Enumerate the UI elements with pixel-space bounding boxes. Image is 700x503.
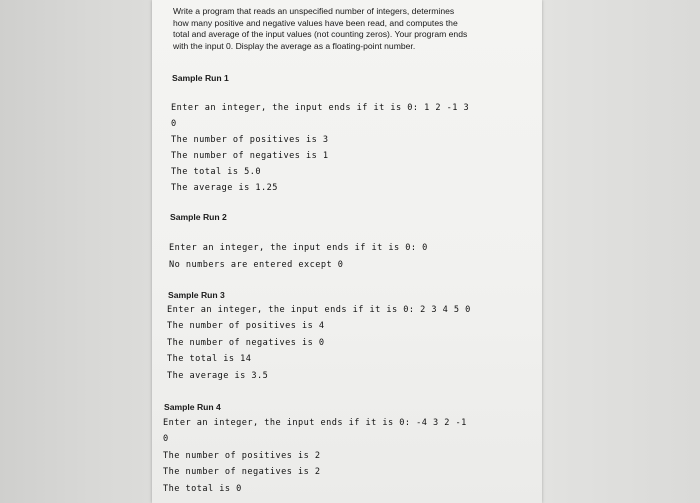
- document-page: [152, 0, 542, 503]
- sample-run-3-line: The total is 14: [167, 354, 252, 364]
- sample-run-1-title: Sample Run 1: [172, 73, 229, 83]
- sample-run-4-line: The number of positives is 2: [163, 451, 321, 461]
- intro-line: how many positive and negative values have been read, and computes the: [173, 17, 458, 28]
- intro-line: total and average of the input values (not counting zeros). Your program ends: [173, 29, 468, 40]
- sample-run-3-line: The number of positives is 4: [167, 321, 325, 331]
- sample-run-1-line: The average is 1.25: [171, 183, 278, 193]
- sample-run-4-title: Sample Run 4: [164, 402, 221, 412]
- background-left: [0, 0, 152, 503]
- sample-run-1-line: The number of positives is 3: [171, 135, 329, 145]
- background-right: [540, 0, 700, 503]
- sample-run-2-line: No numbers are entered except 0: [169, 260, 344, 270]
- intro-line: Write a program that reads an unspecified number of integers, determines: [173, 6, 455, 16]
- sample-run-4-line: 0: [163, 434, 169, 444]
- sample-run-1-line: The number of negatives is 1: [171, 151, 329, 161]
- sample-run-3-line: The number of negatives is 0: [167, 338, 325, 348]
- sample-run-4-line: Enter an integer, the input ends if it is 0: -4 3 2 -1: [163, 418, 467, 428]
- sample-run-2-title: Sample Run 2: [170, 212, 227, 222]
- sample-run-3-line: Enter an integer, the input ends if it is 0: 2 3 4 5 0: [167, 305, 471, 315]
- intro-line: with the input 0. Display the average as a floating-point number.: [173, 40, 416, 51]
- problem-statement: [173, 6, 533, 52]
- sample-run-1-line: The total is 5.0: [171, 167, 261, 177]
- sample-run-2-line: Enter an integer, the input ends if it is 0: 0: [169, 243, 428, 253]
- sample-run-3-line: The average is 3.5: [167, 371, 269, 381]
- sample-run-1-line: Enter an integer, the input ends if it is 0: 1 2 -1 3: [171, 103, 470, 113]
- sample-run-4-line: The total is 0: [163, 484, 242, 494]
- sample-run-1-line: 0: [171, 119, 177, 129]
- sample-run-3-title: Sample Run 3: [168, 290, 225, 300]
- sample-run-4-line: The number of negatives is 2: [163, 467, 321, 477]
